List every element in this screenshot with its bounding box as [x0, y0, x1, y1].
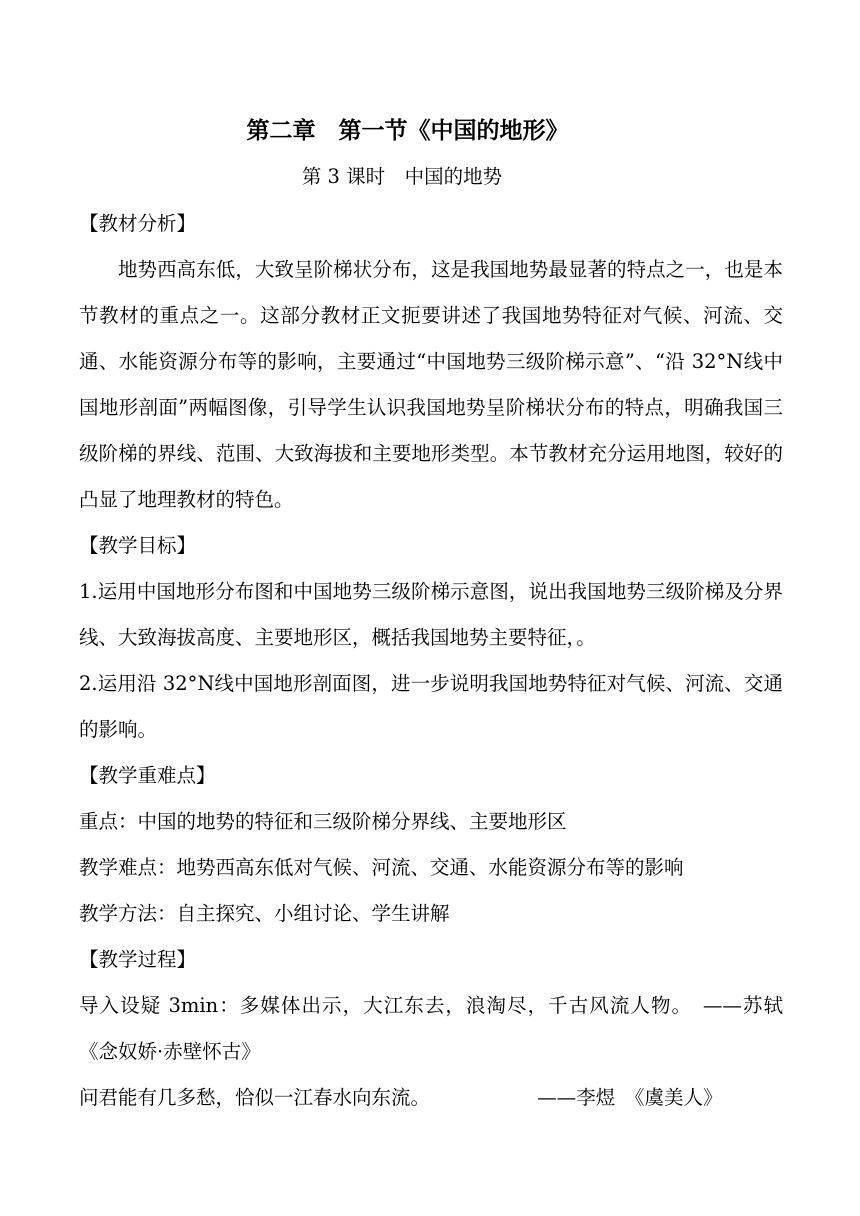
document-title: 第二章 第一节《中国的地形》	[246, 118, 569, 144]
section-heading-key-points: 【教学重难点】	[79, 764, 216, 787]
process-intro: 导入设疑 3min：多媒体出示，大江东去，浪淘尽，千古风流人物。 ——苏轼《念奴娇·赤壁怀古》	[79, 994, 783, 1063]
objective-item-2: 2.运用沿 32°N线中国地形剖面图，进一步说明我国地势特征对气候、河流、交通的影响。	[79, 672, 783, 741]
section-heading-analysis: 【教材分析】	[79, 212, 197, 235]
section-heading-objectives: 【教学目标】	[79, 534, 197, 557]
teaching-method: 教学方法：自主探究、小组讨论、学生讲解	[79, 902, 450, 925]
key-point-difficulty: 教学难点：地势西高东低对气候、河流、交通、水能资源分布等的影响	[79, 856, 684, 879]
analysis-paragraph: 地势西高东低，大致呈阶梯状分布，这是我国地势最显著的特点之一，也是本节教材的重点之一。这部分教材正文扼要讲述了我国地势特征对气候、河流、交通、水能资源分布等的影响，主要通过“中国地势三级阶梯示意”、“沿 32°N线中国地形剖面”两幅图像，引导学生认识我国地势呈阶梯状分布的特点，明确我国三级阶梯的界线、范围、大致海拔和主要地形类型。本节教材充分运用地图，较好的凸显了地理教材的特色。	[79, 258, 783, 511]
key-point-focus: 重点：中国的地势的特征和三级阶梯分界线、主要地形区	[79, 810, 567, 833]
section-heading-process: 【教学过程】	[79, 948, 197, 971]
document-subtitle: 第 3 课时 中国的地势	[301, 165, 503, 188]
document-body	[79, 201, 783, 1121]
process-poem: 问君能有几多愁，恰似一江春水向东流。 ——李煜 《虞美人》	[79, 1086, 723, 1109]
objective-item-1: 1.运用中国地形分布图和中国地势三级阶梯示意图，说出我国地势三级阶梯及分界线、大致海拔高度、主要地形区，概括我国地势主要特征，。	[79, 580, 783, 649]
